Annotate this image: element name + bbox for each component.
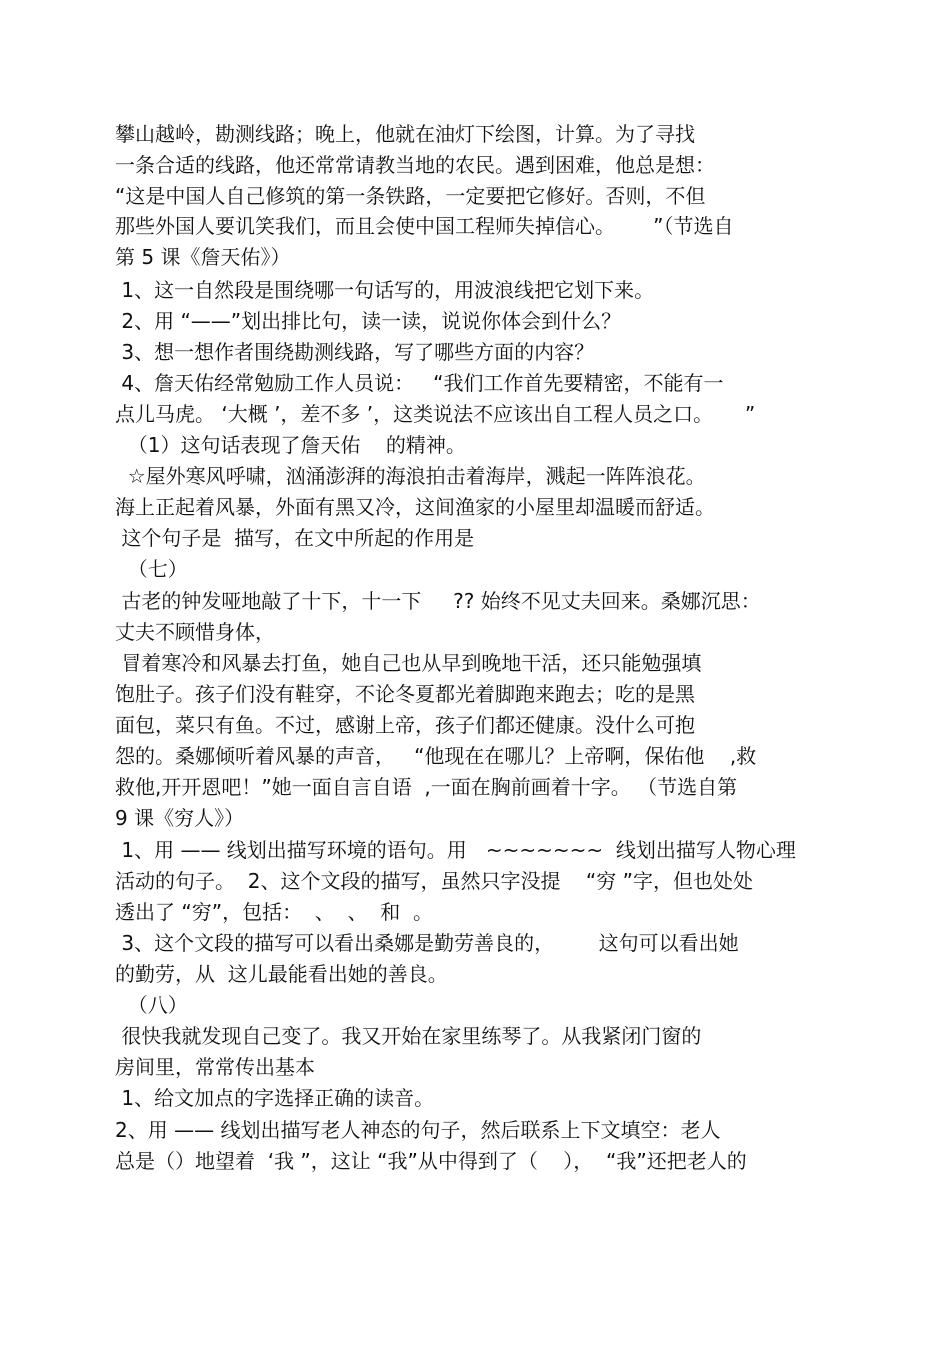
text-line: 一条合适的线路，他还常常请教当地的农民。遇到困难，他总是想：: [115, 153, 715, 177]
text-line: 怨的。桑娜倾听着风暴的声音， “他现在在哪儿？上帝啊，保佑他 ,救: [115, 744, 757, 768]
text-line: 救他,开开恩吧！”她一面自言自语 ,一面在胸前画着十字。 （节选自第: [115, 775, 738, 799]
text-line: 攀山越岭，勘测线路；晚上，他就在油灯下绘图，计算。为了寻找: [115, 122, 695, 146]
question-line: 4、詹天佑经常勉励工作人员说： “我们工作首先要精密，不能有一: [115, 371, 724, 395]
question-line: 2、用 —— 线划出描写老人神态的句子，然后联系上下文填空：老人: [115, 1118, 721, 1142]
section-heading: （七）: [115, 557, 188, 581]
text-line: ☆屋外寒风呼啸，汹涌澎湃的海浪拍击着海岸，溅起一阵阵浪花。: [115, 464, 706, 488]
question-line: 这个句子是 描写，在文中所起的作用是: [115, 526, 475, 550]
text-line: 冒着寒冷和风暴去打鱼，她自己也从早到晚地干活，还只能勉强填: [115, 651, 702, 675]
text-line: 海上正起着风暴，外面有黑又冷，这间渔家的小屋里却温暖而舒适。: [115, 495, 715, 519]
text-line: 点儿马虎。 ‘大概 ’，差不多 ’，这类说法不应该出自工程人员之口。 ”: [115, 402, 756, 426]
text-line: 很快我就发现自己变了。我又开始在家里练琴了。从我紧闭门窗的: [115, 1024, 702, 1048]
text-line: 9 课《穷人》）: [115, 806, 245, 830]
question-line: 活动的句子。 2、这个文段的描写，虽然只字没提 “穷 ”字，但也处处: [115, 869, 753, 893]
question-line: （1）这句话表现了詹天佑 的精神。: [115, 433, 466, 457]
text-line: 那些外国人要讥笑我们，而且会使中国工程师失掉信心。 ”（节选自: [115, 214, 734, 238]
section-heading: （八）: [115, 993, 188, 1017]
text-line: 丈夫不顾惜身体，: [115, 620, 275, 644]
text-line: 古老的钟发哑地敲了十下，十一下 ?? 始终不见丈夫回来。桑娜沉思：: [115, 589, 761, 613]
question-line: 1、用 —— 线划出描写环境的语句。用 ~~~~~~~ 线划出描写人物心理: [115, 838, 796, 862]
text-line: “这是中国人自己修筑的第一条铁路，一定要把它修好。否则，不但: [115, 184, 706, 208]
question-line: 1、这一自然段是围绕哪一句话写的，用波浪线把它划下来。: [115, 278, 655, 302]
text-line: 房间里，常常传出基本: [115, 1055, 315, 1079]
question-line: 总是（）地望着 ‘我 ”，这让 “我”从中得到了（ ）， “我”还把老人的: [115, 1149, 747, 1173]
question-line: 的勤劳，从 这儿最能看出她的善良。: [115, 962, 448, 986]
text-line: 饱肚子。孩子们没有鞋穿，不论冬夏都光着脚跑来跑去；吃的是黑: [115, 682, 695, 706]
question-line: 3、这个文段的描写可以看出桑娜是勤劳善良的， 这句可以看出她: [115, 931, 739, 955]
question-line: 3、想一想作者围绕勘测线路，写了哪些方面的内容？: [115, 340, 595, 364]
text-line: 第 5 课《詹天佑》）: [115, 245, 291, 269]
question-line: 1、给文加点的字选择正确的读音。: [115, 1086, 435, 1110]
text-line: 面包，菜只有鱼。不过，感谢上帝，孩子们都还健康。没什么可抱: [115, 713, 695, 737]
question-line: 2、用 “——”划出排比句，读一读，说说你体会到什么？: [115, 309, 622, 333]
question-line: 透出了 “穷”，包括： 、 、 和 。: [115, 900, 433, 924]
